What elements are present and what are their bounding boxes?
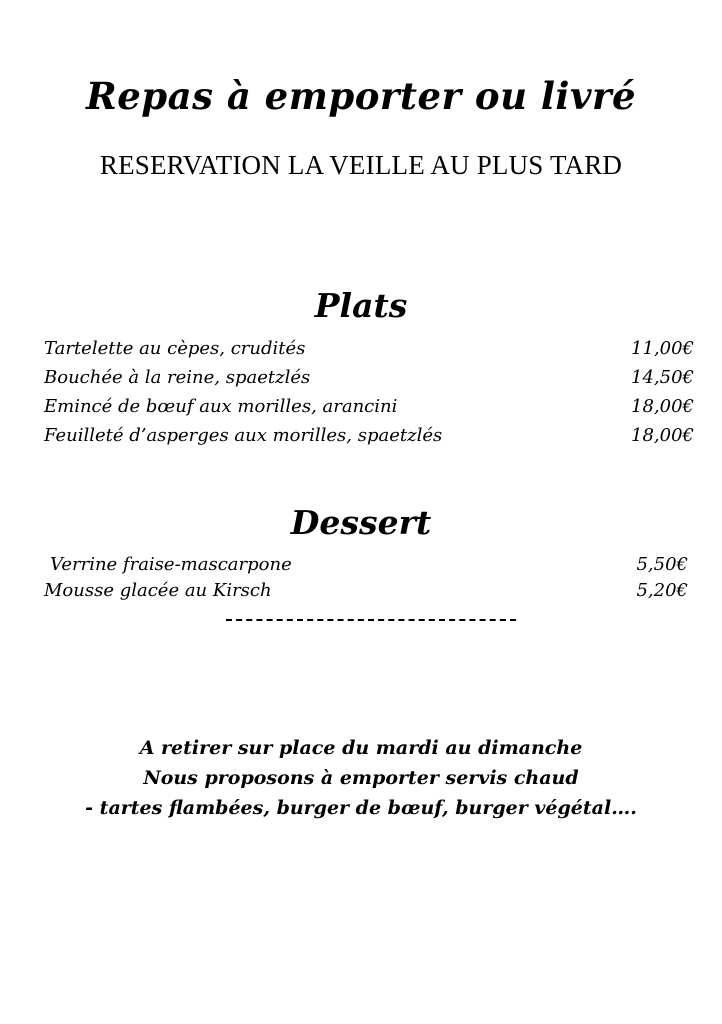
menu-item xyxy=(44,396,694,426)
menu-item-price: 14,50€ xyxy=(631,367,694,388)
pickup-notice: A retirer sur place du mardi au dimanche xyxy=(139,737,583,759)
menu-item-name: Mousse glacée au Kirsch xyxy=(44,580,272,601)
dessert-heading: Dessert xyxy=(290,503,432,542)
menu-item-name: Verrine fraise-mascarpone xyxy=(50,554,292,575)
menu-item-price: 5,20€ xyxy=(636,580,688,601)
menu-item-name: Tartelette au cèpes, crudités xyxy=(44,338,306,359)
takeaway-notice: Nous proposons à emporter servis chaud xyxy=(143,767,579,789)
menu-item-price: 5,50€ xyxy=(636,554,688,575)
dashed-divider xyxy=(226,619,516,621)
plats-heading: Plats xyxy=(314,286,408,325)
menu-item xyxy=(44,580,688,610)
menu-item xyxy=(44,338,694,368)
menu-item-name: Feuilleté d’asperges aux morilles, spaetzlés xyxy=(44,425,443,446)
menu-item xyxy=(44,367,694,397)
reservation-notice: RESERVATION LA VEILLE AU PLUS TARD xyxy=(99,150,623,180)
menu-item xyxy=(44,425,694,455)
page-title: Repas à emporter ou livré xyxy=(85,74,637,118)
menu-item-price: 18,00€ xyxy=(631,425,694,446)
menu-item-name: Bouchée à la reine, spaetzlés xyxy=(44,367,311,388)
menu-item-price: 11,00€ xyxy=(631,338,694,359)
takeaway-options: - tartes flambées, burger de bœuf, burger végétal…. xyxy=(85,797,637,819)
menu-item-name: Emincé de bœuf aux morilles, arancini xyxy=(44,396,398,417)
menu-item-price: 18,00€ xyxy=(631,396,694,417)
